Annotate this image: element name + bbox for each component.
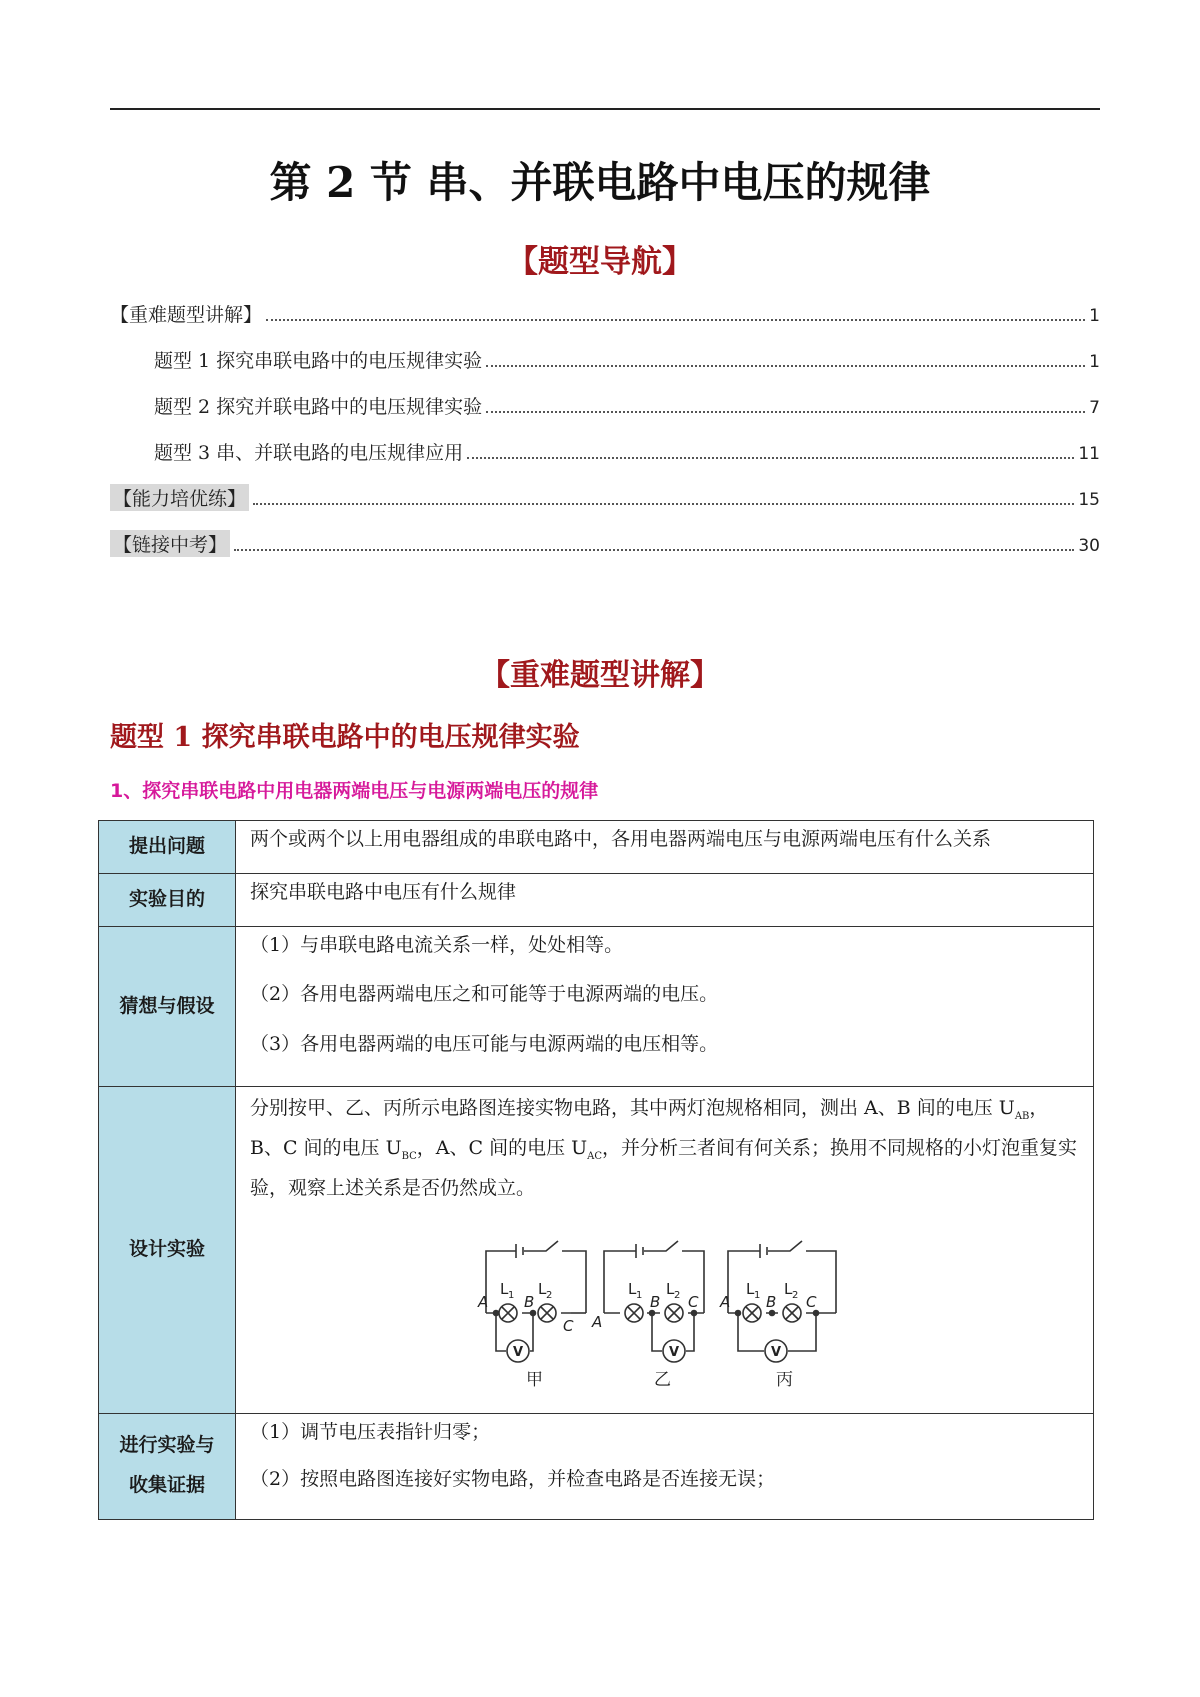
- toc-label: 【重难题型讲解】: [110, 304, 263, 326]
- toc-page-number: 1: [1089, 352, 1100, 372]
- table-row: [99, 927, 1094, 1087]
- row-header: 提出问题: [99, 821, 236, 874]
- toc-page-number: 15: [1078, 490, 1100, 510]
- circuit-bing: [728, 1241, 836, 1362]
- experiment-table: [98, 820, 1094, 1520]
- toc-entry[interactable]: [110, 530, 1100, 576]
- row-header-line: 收集证据: [128, 1474, 205, 1497]
- toc-label: 【链接中考】: [110, 530, 230, 557]
- row-content: [236, 874, 1094, 927]
- svg-text:L: L: [745, 1279, 754, 1298]
- svg-text:2: 2: [791, 1289, 798, 1301]
- row-content: [236, 821, 1094, 874]
- row-content: [236, 1087, 1094, 1414]
- table-row: [99, 874, 1094, 927]
- toc-entry[interactable]: [110, 438, 1100, 484]
- cell-text: 两个或两个以上用电器组成的串联电路中，各用电器两端电压与电源两端电压有什么关系: [250, 828, 992, 850]
- svg-text:A: A: [477, 1292, 488, 1311]
- svg-text:B: B: [523, 1292, 534, 1311]
- toc-page-number: 11: [1078, 444, 1100, 464]
- table-row: [99, 821, 1094, 874]
- table-row: [99, 1413, 1094, 1519]
- hypothesis-item: （1）与串联电路电流关系一样，处处相等。: [250, 934, 624, 956]
- circuit-figure: [476, 1239, 856, 1389]
- hypothesis-item: （3）各用电器两端的电压可能与电源两端的电压相等。: [250, 1032, 719, 1055]
- page-title: 第 2 节 串、并联电路中电压的规律: [269, 158, 931, 207]
- design-text: 分别按甲、乙、丙所示电路图连接实物电路，其中两灯泡规格相同，测出 A、B 间的电压 $U_{AB}$，B、C 间的电压 $U_{BC}$，A、C 间的电压 $U_{AC}$，并分析三者间有何关系；换用不同规格的小灯泡重复实验，观察上述关系是否仍然成立。: [250, 1097, 1078, 1199]
- cell-text: 探究串联电路中电压有什么规律: [250, 881, 517, 903]
- caption-bing: 丙: [775, 1369, 793, 1389]
- svg-text:L: L: [627, 1279, 636, 1298]
- svg-text:L: L: [499, 1279, 508, 1298]
- hypothesis-item: （2）各用电器两端电压之和可能等于电源两端的电压。: [250, 983, 719, 1006]
- toc-label: 题型 2 探究并联电路中的电压规律实验: [154, 396, 483, 418]
- svg-text:L: L: [537, 1279, 546, 1298]
- svg-text:L: L: [783, 1279, 792, 1298]
- svg-text:1: 1: [507, 1289, 514, 1301]
- topic-subtitle: 1、探究串联电路中用电器两端电压与电源两端电压的规律: [110, 780, 599, 802]
- svg-text:2: 2: [673, 1289, 680, 1301]
- svg-text:C: C: [805, 1292, 816, 1311]
- caption-yi: 乙: [653, 1369, 671, 1389]
- circuit-jia: [486, 1241, 586, 1362]
- svg-text:V: V: [512, 1344, 523, 1360]
- svg-text:2: 2: [545, 1289, 552, 1301]
- toc-label: 题型 3 串、并联电路的电压规律应用: [154, 442, 464, 464]
- svg-text:C: C: [687, 1292, 698, 1311]
- toc-page-number: 30: [1078, 536, 1100, 556]
- section-heading: 【重难题型讲解】: [480, 658, 720, 693]
- row-header: 猜想与假设: [99, 927, 236, 1087]
- toc-leader: [253, 489, 1074, 505]
- row-header-line: 进行实验与: [119, 1434, 215, 1457]
- toc-entry[interactable]: [110, 300, 1100, 346]
- row-header: 设计实验: [99, 1087, 236, 1414]
- procedure-step: （1）调节电压表指针归零；: [250, 1420, 491, 1443]
- svg-text:C: C: [562, 1316, 573, 1335]
- svg-text:A: A: [719, 1292, 730, 1311]
- toc-label: 【能力培优练】: [110, 484, 249, 511]
- nav-heading: 【题型导航】: [507, 244, 693, 280]
- svg-text:1: 1: [635, 1289, 642, 1301]
- svg-text:B: B: [649, 1292, 660, 1311]
- svg-text:V: V: [770, 1344, 781, 1360]
- row-header: 实验目的: [99, 874, 236, 927]
- table-of-contents: [110, 300, 1100, 576]
- caption-jia: 甲: [525, 1369, 543, 1389]
- svg-text:A: A: [591, 1312, 602, 1331]
- circuit-diagrams: [250, 1239, 1081, 1389]
- toc-leader: [486, 351, 1085, 367]
- toc-page-number: 1: [1089, 306, 1100, 326]
- row-content: [236, 1413, 1094, 1519]
- toc-entry[interactable]: [110, 346, 1100, 392]
- row-content: [236, 927, 1094, 1087]
- svg-text:1: 1: [753, 1289, 760, 1301]
- table-row: [99, 1087, 1094, 1414]
- svg-text:L: L: [665, 1279, 674, 1298]
- header-rule: [110, 108, 1100, 110]
- toc-label: 题型 1 探究串联电路中的电压规律实验: [154, 350, 483, 372]
- toc-leader: [266, 305, 1085, 321]
- row-header: [99, 1413, 236, 1519]
- svg-text:B: B: [765, 1292, 776, 1311]
- toc-leader: [234, 535, 1074, 551]
- toc-entry[interactable]: [110, 392, 1100, 438]
- toc-leader: [486, 397, 1085, 413]
- toc-leader: [467, 443, 1074, 459]
- question-type-title: 题型 1 探究串联电路中的电压规律实验: [110, 722, 580, 753]
- svg-text:V: V: [668, 1344, 679, 1360]
- toc-entry[interactable]: [110, 484, 1100, 530]
- procedure-step: （2）按照电路图连接好实物电路，并检查电路是否连接无误；: [250, 1467, 776, 1490]
- toc-page-number: 7: [1089, 398, 1100, 418]
